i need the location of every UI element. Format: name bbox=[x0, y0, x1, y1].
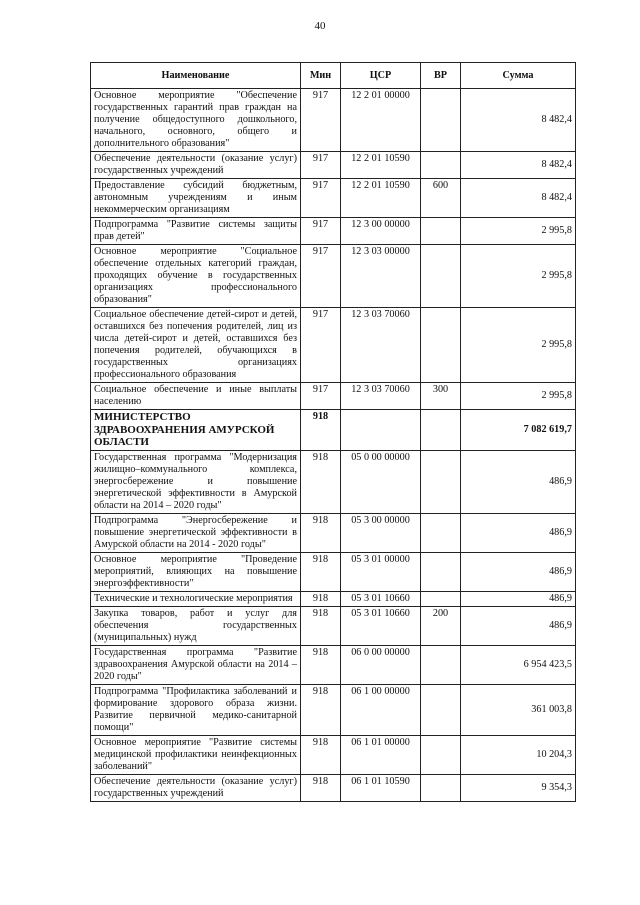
header-min: Мин bbox=[301, 63, 341, 89]
cell-vr bbox=[421, 308, 461, 383]
cell-min: 917 bbox=[301, 245, 341, 308]
cell-sum: 361 003,8 bbox=[461, 684, 576, 735]
cell-csr: 05 3 01 00000 bbox=[341, 552, 421, 591]
cell-sum: 7 082 619,7 bbox=[461, 410, 576, 451]
cell-sum: 8 482,4 bbox=[461, 179, 576, 218]
cell-name: Предоставление субсидий бюджетным, автономным учреждениям и иным некоммерческим организациям bbox=[91, 179, 301, 218]
cell-csr: 06 1 00 00000 bbox=[341, 684, 421, 735]
cell-vr bbox=[421, 684, 461, 735]
cell-min: 918 bbox=[301, 645, 341, 684]
table-row bbox=[91, 218, 576, 245]
cell-sum: 10 204,3 bbox=[461, 735, 576, 774]
cell-name: Социальное обеспечение детей-сирот и детей, оставшихся без попечения родителей, лиц из числа детей-сирот и детей, оставшихся без попечения родителей, обучающихся в государственных организациях профессионального образования bbox=[91, 308, 301, 383]
cell-min: 918 bbox=[301, 591, 341, 606]
table-row bbox=[91, 774, 576, 801]
cell-vr bbox=[421, 89, 461, 152]
cell-min: 917 bbox=[301, 152, 341, 179]
cell-csr: 06 1 01 10590 bbox=[341, 774, 421, 801]
cell-min: 918 bbox=[301, 735, 341, 774]
cell-sum: 8 482,4 bbox=[461, 89, 576, 152]
cell-name: Основное мероприятие "Обеспечение государственных гарантий прав граждан на получение общедоступного дошкольного, начального, основного, общего и дополнительного образования" bbox=[91, 89, 301, 152]
cell-name: Подпрограмма "Развитие системы защиты прав детей" bbox=[91, 218, 301, 245]
cell-vr: 600 bbox=[421, 179, 461, 218]
cell-sum: 2 995,8 bbox=[461, 308, 576, 383]
cell-csr: 05 3 01 10660 bbox=[341, 591, 421, 606]
header-sum: Сумма bbox=[461, 63, 576, 89]
cell-sum: 486,9 bbox=[461, 606, 576, 645]
cell-min: 917 bbox=[301, 308, 341, 383]
cell-name: Социальное обеспечение и иные выплаты населению bbox=[91, 383, 301, 410]
cell-vr bbox=[421, 410, 461, 451]
cell-vr: 200 bbox=[421, 606, 461, 645]
cell-csr: 05 3 00 00000 bbox=[341, 513, 421, 552]
table-row bbox=[91, 735, 576, 774]
cell-vr bbox=[421, 591, 461, 606]
cell-csr: 12 3 03 00000 bbox=[341, 245, 421, 308]
cell-min: 918 bbox=[301, 450, 341, 513]
cell-csr: 12 3 00 00000 bbox=[341, 218, 421, 245]
table-header-row bbox=[91, 63, 576, 89]
table-row bbox=[91, 410, 576, 451]
cell-csr: 12 2 01 10590 bbox=[341, 152, 421, 179]
cell-name: Государственная программа "Развитие здравоохранения Амурской области на 2014 – 2020 годы" bbox=[91, 645, 301, 684]
table-row bbox=[91, 684, 576, 735]
cell-csr: 12 3 03 70060 bbox=[341, 383, 421, 410]
cell-sum: 2 995,8 bbox=[461, 218, 576, 245]
cell-sum: 9 354,3 bbox=[461, 774, 576, 801]
cell-sum: 2 995,8 bbox=[461, 245, 576, 308]
cell-sum: 486,9 bbox=[461, 450, 576, 513]
header-name: Наименование bbox=[91, 63, 301, 89]
table-row bbox=[91, 308, 576, 383]
cell-vr bbox=[421, 645, 461, 684]
header-csr: ЦСР bbox=[341, 63, 421, 89]
cell-sum: 6 954 423,5 bbox=[461, 645, 576, 684]
cell-vr bbox=[421, 774, 461, 801]
cell-csr: 12 3 03 70060 bbox=[341, 308, 421, 383]
cell-name: Закупка товаров, работ и услуг для обеспечения государственных (муниципальных) нужд bbox=[91, 606, 301, 645]
cell-csr: 05 0 00 00000 bbox=[341, 450, 421, 513]
cell-csr: 12 2 01 10590 bbox=[341, 179, 421, 218]
cell-csr: 12 2 01 00000 bbox=[341, 89, 421, 152]
cell-csr: 05 3 01 10660 bbox=[341, 606, 421, 645]
cell-sum: 486,9 bbox=[461, 591, 576, 606]
table-body bbox=[91, 89, 576, 802]
table-row bbox=[91, 591, 576, 606]
cell-sum: 2 995,8 bbox=[461, 383, 576, 410]
page-number: 40 bbox=[314, 20, 326, 32]
cell-vr: 300 bbox=[421, 383, 461, 410]
cell-min: 918 bbox=[301, 513, 341, 552]
cell-vr bbox=[421, 450, 461, 513]
table-row bbox=[91, 383, 576, 410]
table-row bbox=[91, 552, 576, 591]
cell-name: Подпрограмма "Профилактика заболеваний и формирование здорового образа жизни. Развитие первичной медико-санитарной помощи" bbox=[91, 684, 301, 735]
table-row bbox=[91, 179, 576, 218]
table-row bbox=[91, 645, 576, 684]
cell-name: Технические и технологические мероприятия bbox=[91, 591, 301, 606]
table-row bbox=[91, 606, 576, 645]
budget-table bbox=[90, 62, 576, 802]
cell-min: 918 bbox=[301, 684, 341, 735]
cell-name: Подпрограмма "Энергосбережение и повышение энергетической эффективности в Амурской области на 2014 - 2020 годы" bbox=[91, 513, 301, 552]
cell-min: 918 bbox=[301, 410, 341, 451]
table-row bbox=[91, 513, 576, 552]
cell-vr bbox=[421, 218, 461, 245]
cell-min: 918 bbox=[301, 606, 341, 645]
cell-vr bbox=[421, 513, 461, 552]
cell-name: Основное мероприятие "Развитие системы медицинской профилактики неинфекционных заболеваний" bbox=[91, 735, 301, 774]
table-row bbox=[91, 245, 576, 308]
cell-csr bbox=[341, 410, 421, 451]
cell-min: 917 bbox=[301, 218, 341, 245]
cell-name: Государственная программа "Модернизация жилищно–коммунального комплекса, энергосбережение и повышение энергетической эффективности в Амурской области на 2014 – 2020 годы" bbox=[91, 450, 301, 513]
cell-min: 918 bbox=[301, 552, 341, 591]
cell-min: 917 bbox=[301, 89, 341, 152]
cell-vr bbox=[421, 552, 461, 591]
cell-vr bbox=[421, 245, 461, 308]
cell-sum: 486,9 bbox=[461, 513, 576, 552]
cell-name: Основное мероприятие "Социальное обеспечение отдельных категорий граждан, проходящих обучение в государственных организациях профессионального образования" bbox=[91, 245, 301, 308]
cell-sum: 8 482,4 bbox=[461, 152, 576, 179]
table-row bbox=[91, 89, 576, 152]
cell-name: МИНИСТЕРСТВО ЗДРАВООХРАНЕНИЯ АМУРСКОЙ ОБЛАСТИ bbox=[91, 410, 301, 451]
cell-vr bbox=[421, 152, 461, 179]
header-vr: ВР bbox=[421, 63, 461, 89]
cell-vr bbox=[421, 735, 461, 774]
cell-name: Обеспечение деятельности (оказание услуг) государственных учреждений bbox=[91, 152, 301, 179]
cell-name: Обеспечение деятельности (оказание услуг) государственных учреждений bbox=[91, 774, 301, 801]
cell-name: Основное мероприятие "Проведение мероприятий, влияющих на повышение энергоэффективности" bbox=[91, 552, 301, 591]
cell-min: 917 bbox=[301, 179, 341, 218]
cell-csr: 06 1 01 00000 bbox=[341, 735, 421, 774]
cell-min: 917 bbox=[301, 383, 341, 410]
cell-min: 918 bbox=[301, 774, 341, 801]
cell-sum: 486,9 bbox=[461, 552, 576, 591]
table-row bbox=[91, 450, 576, 513]
cell-csr: 06 0 00 00000 bbox=[341, 645, 421, 684]
table-row bbox=[91, 152, 576, 179]
